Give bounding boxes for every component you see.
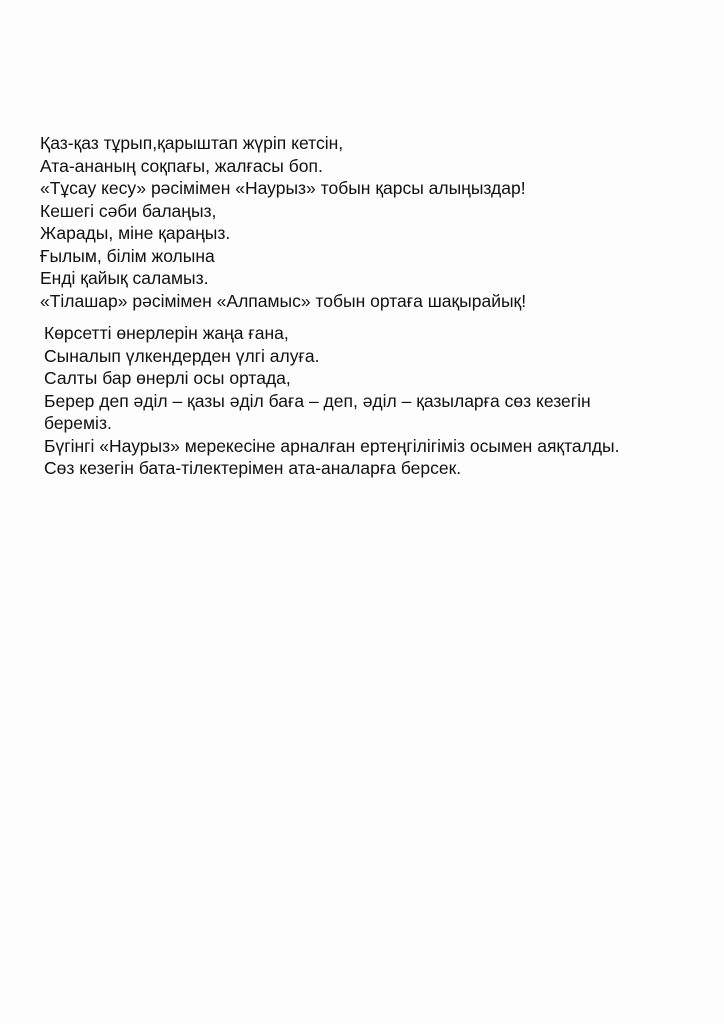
text-line: Ата-ананың соқпағы, жалғасы боп. [40, 155, 323, 176]
text-line: Көрсетті өнерлерін жаңа ғана, [44, 323, 289, 343]
text-line: Салты бар өнерлі осы ортада, [44, 368, 291, 388]
text-line: «Тілашар» рәсімімен «Алпамыс» тобын ортаға шақырайық! [40, 290, 527, 311]
text-line: Берер деп әділ – қазы әділ баға – деп, әділ – қазыларға сөз кезегін [44, 390, 591, 411]
text-line: Енді қайық саламыз. [40, 268, 209, 288]
text-line: Сөз кезегін бата-тілектерімен ата-аналарға берсек. [44, 458, 462, 478]
text-line: Жарады, міне қараңыз. [40, 223, 231, 243]
text-line: Қаз-қаз тұрып,қарыштап жүріп кетсін, [40, 133, 344, 153]
text-line: береміз. [44, 413, 112, 433]
text-line: Бүгінгі «Наурыз» мерекесіне арналған ертеңгілігіміз осымен аяқталды. [44, 435, 620, 456]
stanza-one [40, 132, 710, 312]
stanza-two [44, 322, 714, 480]
text-line: Ғылым, білім жолына [40, 245, 215, 266]
text-line: «Тұсау кесу» рәсімімен «Наурыз» тобын қарсы алыңыздар! [40, 178, 526, 198]
text-line: Сыналып үлкендерден үлгі алуға. [44, 345, 320, 366]
text-line: Кешегі сәби балаңыз, [40, 200, 217, 221]
